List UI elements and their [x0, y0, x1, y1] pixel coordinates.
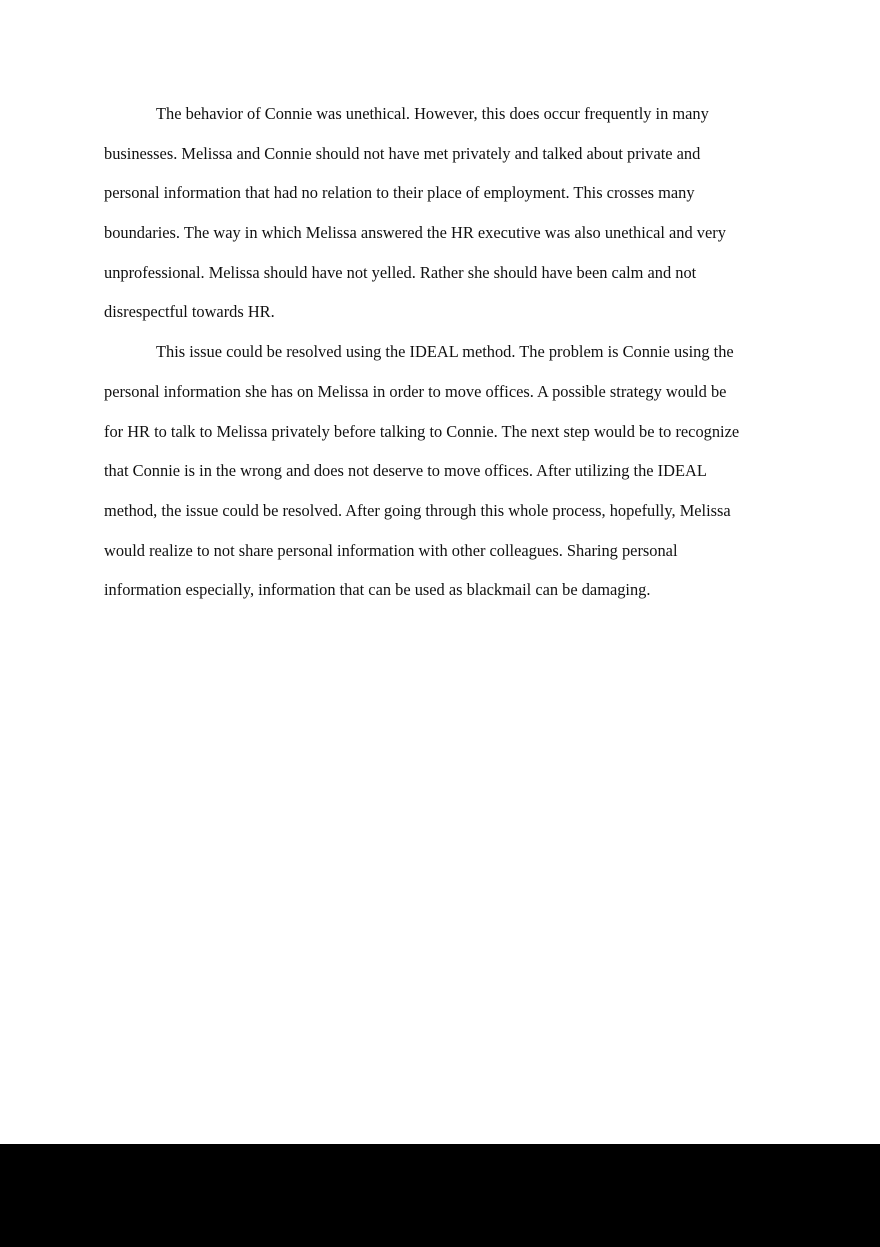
- text-line: personal information that had no relation to their place of employment. This crosses many: [104, 183, 695, 203]
- text-line: would realize to not share personal information with other colleagues. Sharing personal: [104, 540, 678, 560]
- text-line: method, the issue could be resolved. After going through this whole process, hopefully, Melissa: [104, 500, 731, 520]
- text-line: unprofessional. Melissa should have not yelled. Rather she should have been calm and not: [104, 262, 697, 282]
- text-line: for HR to talk to Melissa privately before talking to Connie. The next step would be to recognize: [104, 421, 740, 441]
- bottom-black-band: [0, 1144, 880, 1247]
- text-line: The behavior of Connie was unethical. However, this does occur frequently in many: [156, 104, 709, 123]
- text-line: This issue could be resolved using the IDEAL method. The problem is Connie using the: [156, 342, 734, 362]
- text-line: personal information she has on Melissa in order to move offices. A possible strategy would be: [104, 381, 727, 401]
- text-line: information especially, information that can be used as blackmail can be damaging.: [104, 580, 651, 600]
- text-line: that Connie is in the wrong and does not deserve to move offices. After utilizing the IDEAL: [104, 461, 707, 481]
- text-line: disrespectful towards HR.: [104, 302, 275, 322]
- paragraph-1: [104, 102, 784, 340]
- text-line: boundaries. The way in which Melissa answered the HR executive was also unethical and very: [104, 223, 726, 243]
- document-body: [104, 102, 784, 618]
- text-line: businesses. Melissa and Connie should not have met privately and talked about private and: [104, 143, 701, 163]
- paragraph-2: [104, 340, 784, 618]
